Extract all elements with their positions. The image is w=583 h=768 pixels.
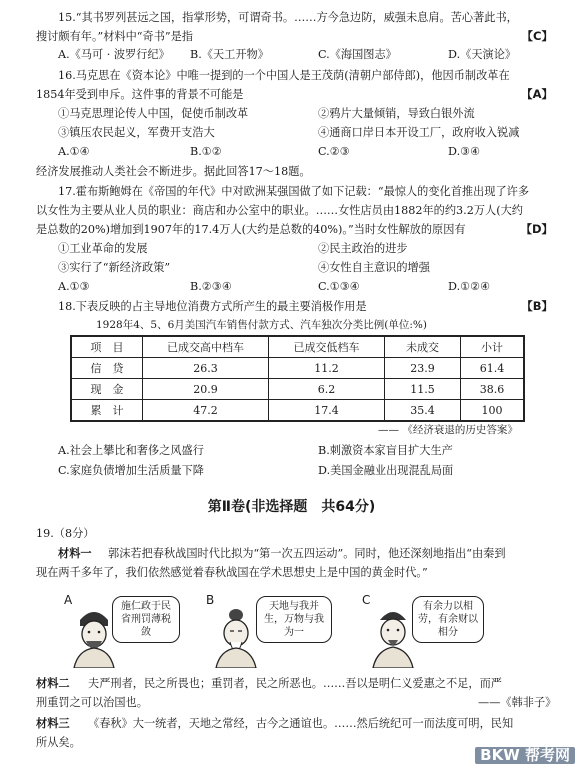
cartoon-a-speech-bubble: 施仁政于民省刑罚薄税敛 — [112, 596, 180, 643]
material-3-label: 材料三 — [36, 717, 70, 730]
q19-head: 19.（8分） — [36, 527, 95, 540]
sales-table — [70, 335, 525, 422]
table-cell: 11.5 — [385, 379, 461, 400]
table-cell: 35.4 — [385, 400, 461, 422]
q16-line2: 1854年受到申斥。这件事的背景不可能是 — [36, 88, 244, 101]
table-header-cell: 已成交低档车 — [269, 336, 385, 358]
q16-item-1: ①马克思理论传人中国，促使币制改革 — [58, 107, 249, 120]
q16-option-b: B.①② — [190, 145, 222, 158]
table-header-row — [71, 336, 524, 358]
q17-item-3: ③实行了“新经济政策” — [58, 261, 171, 274]
table-header-cell: 未成交 — [385, 336, 461, 358]
q16-item-4: ④通商口岸日本开设工厂，政府收入锐减 — [318, 126, 520, 139]
cartoon-b-sage-figure — [212, 606, 260, 668]
table-cell: 61.4 — [461, 358, 525, 379]
table-cell: 20.9 — [143, 379, 269, 400]
material-1-line2: 现在两千多年了，我们依然感觉着春秋战国在学术思想史上是中国的黄金时代。” — [36, 566, 428, 579]
q16-item-3: ③镇压农民起义，军费开支浩大 — [58, 126, 215, 139]
q17-line3: 是总数的20%)增加到1907年的17.4万人(大约是总数的40%)。”当时女性解放的原因有 — [36, 223, 466, 236]
q15-line1: 15.“其书罗列甚远之国，指掌形势，可谓奇书。……方今急边防，威强未息肩。苦心著此书， — [58, 11, 518, 24]
cartoon-a-letter: A — [64, 593, 73, 607]
material-2-label: 材料二 — [36, 677, 70, 690]
q16-answer: 【A】 — [521, 87, 553, 101]
lead-17-18: 经济发展推动人类社会不断进步。据此回答17～18题。 — [36, 165, 311, 178]
q17-option-a: A.①③ — [58, 280, 90, 293]
q17-option-c: C.①③④ — [318, 280, 360, 293]
material-3-line2: 所从矣。 — [36, 736, 81, 749]
table-header-cell: 已成交高中档车 — [143, 336, 269, 358]
material-2-source: ——《韩非子》 — [478, 696, 557, 709]
cartoon-c-letter: C — [362, 593, 371, 607]
table-cell: 38.6 — [461, 379, 525, 400]
cartoon-b-speech-bubble: 天地与我并生，万物与我为一 — [256, 596, 332, 643]
q17-item-2: ②民主政治的进步 — [318, 242, 408, 255]
table-row — [71, 400, 524, 422]
watermark-text: BKW 帮考网 — [475, 747, 575, 764]
cartoon-a-sage-figure — [70, 606, 118, 668]
cartoon-c-sage-figure — [370, 604, 416, 668]
table-cell: 23.9 — [385, 358, 461, 379]
q15-line2: 搜讨颇有年。”材料中“奇书”是指 — [36, 30, 193, 43]
q17-option-d: D.①②④ — [448, 280, 491, 293]
q17-answer: 【D】 — [520, 222, 553, 236]
q18-option-d: D.美国金融业出现混乱局面 — [318, 464, 454, 477]
table-row — [71, 358, 524, 379]
q17-item-1: ①工业革命的发展 — [58, 242, 148, 255]
q18-line1: 18.下表反映的占主导地位消费方式所产生的最主要消极作用是 — [58, 300, 367, 313]
q15-option-c: C.《海国图志》 — [318, 48, 397, 61]
q16-option-a: A.①④ — [58, 145, 90, 158]
q18-answer: 【B】 — [521, 299, 553, 313]
q18-option-a: A.社会上攀比和奢侈之风盛行 — [58, 444, 204, 457]
q17-line2: 以女性为主要从业人员的职业：商店和办公室中的职业。……女性店员由1882年的约3.2万人(大约 — [36, 204, 523, 217]
q17-option-b: B.②③④ — [190, 280, 232, 293]
material-1-label: 材料一 — [58, 547, 92, 560]
section-title: 第Ⅱ卷(非选择题 共64分) — [207, 499, 376, 515]
table-cell: 47.2 — [143, 400, 269, 422]
cartoon-b-letter: B — [206, 593, 215, 607]
cartoon-c-speech-bubble: 有余力以相劳，有余财以相分 — [412, 596, 484, 643]
q15-option-d: D.《天演论》 — [448, 48, 517, 61]
table-cell: 100 — [461, 400, 525, 422]
material-2-line2: 刑重罚之可以治国也。 — [36, 696, 148, 709]
q16-option-d: D.③④ — [448, 145, 481, 158]
q16-option-c: C.②③ — [318, 145, 350, 158]
table-header-cell: 小计 — [461, 336, 525, 358]
q17-item-4: ④女性自主意识的增强 — [318, 261, 430, 274]
q18-option-b: B.刺激资本家盲目扩大生产 — [318, 444, 453, 457]
q15-option-a: A.《马可 · 波罗行纪》 — [58, 48, 170, 61]
table-cell: 累 计 — [71, 400, 143, 422]
material-1-line1: 郭沫若把春秋战国时代比拟为“第一次五四运动”。同时，他还深刻地指出“由秦到 — [108, 547, 506, 560]
material-2-line1: 夫严刑者，民之所畏也；重罚者，民之所恶也。……吾以是明仁义爱惠之不足，而严 — [88, 677, 502, 690]
table-cell: 信 贷 — [71, 358, 143, 379]
table-cell: 17.4 — [269, 400, 385, 422]
table-cell: 26.3 — [143, 358, 269, 379]
q17-line1: 17.霍布斯鲍姆在《帝国的年代》中对欧洲某强国做了如下记载：“最惊人的变化首推出现了许多 — [58, 185, 530, 198]
table-header-cell: 项 目 — [71, 336, 143, 358]
material-3-line1: 《春秋》大一统者，天地之常经，古今之通谊也。……然后统纪可一而法度可明，民知 — [88, 717, 514, 730]
q18-option-c: C.家庭负债增加生活质量下降 — [58, 464, 204, 477]
table-cell: 6.2 — [269, 379, 385, 400]
table-cell: 11.2 — [269, 358, 385, 379]
table-source: —— 《经济衰退的历史答案》 — [378, 424, 518, 436]
table-title: 1928年4、5、6月美国汽车销售付款方式、汽车独次分类比例(单位:%) — [96, 319, 427, 331]
q16-item-2: ②鸦片大量倾销，导致白银外流 — [318, 107, 475, 120]
q16-line1: 16.马克思在《资本论》中唯一提到的一个中国人是王茂荫(清朝户部侍郎)，他因币制改革在 — [58, 69, 510, 82]
table-cell: 现 金 — [71, 379, 143, 400]
q15-option-b: B.《天工开物》 — [190, 48, 269, 61]
table-row — [71, 379, 524, 400]
site-watermark-logo — [475, 747, 575, 764]
q15-answer: 【C】 — [521, 29, 553, 43]
